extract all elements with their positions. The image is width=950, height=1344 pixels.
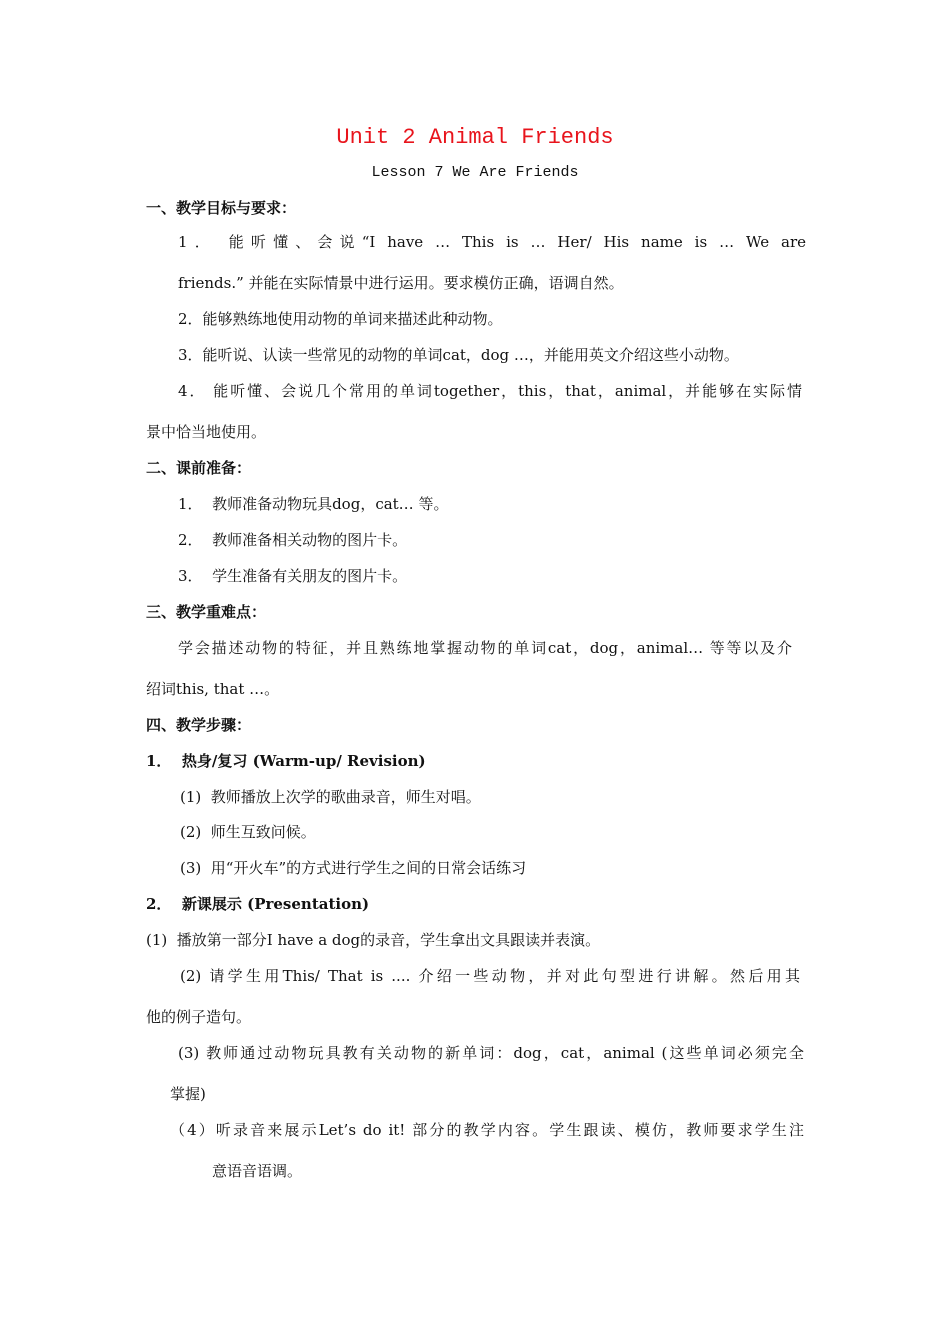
step-2-item-2-line-1: (2) 请学生用This/ That is .... 介绍一些动物，并对此句型进行讲解。然后用其 <box>180 967 800 985</box>
goal-item-4-line-2: 景中恰当地使用。 <box>146 423 267 441</box>
section-heading-steps: 四、教学步骤： <box>146 716 252 734</box>
goal-item-2: 2．能够熟练地使用动物的单词来描述此种动物。 <box>178 310 503 328</box>
section-heading-goals: 一、教学目标与要求： <box>146 199 297 217</box>
step-2-item-1: (1) 播放第一部分I have a dog的录音，学生拿出文具跟读并表演。 <box>146 931 601 949</box>
step-1-item-3: (3) 用“开火车”的方式进行学生之间的日常会话练习 <box>180 859 527 877</box>
document-title: Unit 2 Animal Friends <box>336 125 614 150</box>
key-points-line-1: 学会描述动物的特征，并且熟练地掌握动物的单词cat，dog，animal… 等等以及介 <box>178 639 792 657</box>
step-2-item-4-line-2: 意语音语调。 <box>212 1162 303 1180</box>
step-2-item-4-line-1: （4）听录音来展示Let’s do it! 部分的教学内容。学生跟读、模仿，教师要求学生注 <box>170 1121 804 1139</box>
prep-item-2: 2． 教师准备相关动物的图片卡。 <box>178 531 408 549</box>
section-heading-key-points: 三、教学重难点： <box>146 603 267 621</box>
step-2-item-2-line-2: 他的例子造句。 <box>146 1008 252 1026</box>
step-2-heading: 2． 新课展示 (Presentation) <box>146 895 370 913</box>
step-1-item-2: (2) 师生互致问候。 <box>180 823 316 841</box>
step-2-item-3-line-2: 掌握) <box>170 1085 206 1103</box>
step-1-heading: 1． 热身/复习 (Warm-up/ Revision) <box>146 752 426 770</box>
key-points-line-2: 绍词this, that …。 <box>146 680 280 698</box>
goal-item-1-line-1: 1． 能听懂、会说“I have … This is … Her/ His name is … We are <box>178 233 806 251</box>
goal-item-1-line-2: friends.” 并能在实际情景中进行运用。要求模仿正确，语调自然。 <box>178 274 624 292</box>
lesson-subtitle: Lesson 7 We Are Friends <box>371 164 579 181</box>
step-2-item-3-line-1: (3) 教师通过动物玩具教有关动物的新单词：dog，cat，animal (这些单词必须完全 <box>178 1044 804 1062</box>
goal-item-4-line-1: 4． 能听懂、会说几个常用的单词together，this，that，animal，并能够在实际情 <box>178 382 802 400</box>
goal-item-3: 3．能听说、认读一些常见的动物的单词cat，dog …，并能用英文介绍这些小动物。 <box>178 346 739 364</box>
prep-item-1: 1． 教师准备动物玩具dog，cat… 等。 <box>178 495 449 513</box>
section-heading-preparation: 二、课前准备： <box>146 459 252 477</box>
step-1-item-1: (1) 教师播放上次学的歌曲录音，师生对唱。 <box>180 788 481 806</box>
prep-item-3: 3． 学生准备有关朋友的图片卡。 <box>178 567 408 585</box>
